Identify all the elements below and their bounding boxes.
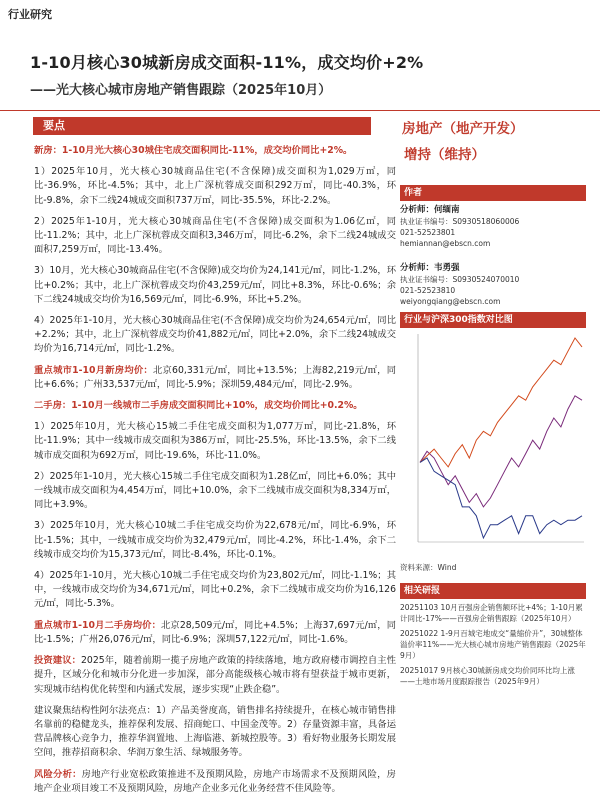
paragraph-text: 房地产行业宽松政策推进不及预期风险，房地产市场需求不及预期风险，房地产企业项目竣工不及预期风险，房地产企业多元化业务经营不佳风险等。 (34, 768, 396, 794)
chart-title: 行业与沪深300指数对比图 (400, 312, 586, 328)
paragraph: 1）2025年10月，光大核心30城商品住宅(不含保障)成交面积为1,029万㎡，同比-36.9%，环比-4.5%；其中，北上广深杭蓉成交面积292万㎡，同比-40.3%，环比-9.8%，余下二线24城成交面积737万㎡，同比-35.5%，环比-2.2%。 (34, 166, 396, 206)
paragraph-label: 投资建议： (34, 655, 81, 667)
paragraph: 4）2025年1-10月，光大核心30城商品住宅(不含保障)成交均价为24,654元/㎡，同比+2.2%；其中，北上广深杭蓉成交均价41,882元/㎡，同比+2.0%，余下二线24城成交均价为16,714元/㎡，同比-1.2%。 (34, 315, 396, 355)
related-report-link[interactable]: 20251103 10月百强房企销售额环比+4%；1-10月累计同比-17%——百强房企销售跟踪（2025年10月） (400, 603, 583, 623)
main-column (34, 144, 396, 803)
report-subtitle: ——光大核心城市房地产销售跟踪（2025年10月） (30, 83, 332, 98)
analyst-cert: 执业证书编号：S0930524070010 (400, 275, 520, 284)
paragraph: 2）2025年1-10月，光大核心30城商品住宅(不含保障)成交面积为1.06亿㎡，同比-11.2%；其中，北上广深杭蓉成交面积3,346万㎡，同比-6.2%，余下二线24城成交面积7,259万㎡，同比-13.4%。 (34, 215, 396, 256)
analyst-email[interactable]: weiyongqiang@ebscn.com (400, 297, 501, 306)
paragraph: 3）10月，光大核心30城商品住宅(不含保障)成交均价为24,141元/㎡，同比-1.2%，环比+0.2%；其中，北上广深杭蓉成交均价43,259元/㎡，同比+8.3%，环比-0.6%；余下二线24城成交均价为16,569元/㎡，同比-6.9%，环比+5.2%。 (34, 265, 396, 305)
related-research-list (400, 602, 586, 687)
series-line-房地产 (420, 396, 582, 507)
paragraph-text: 北京28,509元/㎡，同比+4.5%；上海37,697元/㎡，同比-1.5%；广州26,076元/㎡，同比-6.9%；深圳57,122元/㎡，同比-1.6%。 (34, 619, 397, 645)
paragraph: 建议聚焦结构性阿尔法亮点：1）产品美誉度高，销售排名持续提升，在核心城市销售排名靠前的稳健龙头，推荐保利发展、招商蛇口、中国金茂等。2）存量资源丰富，具备运营品牌核心竞争力，推荐华润置地、上海临港、新城控股等。3）看好物业服务长期发展空间，推荐招商积余、华润万象生活、绿城服务等。 (34, 704, 396, 759)
rating: 增持（维持） (404, 147, 485, 163)
header-divider (0, 110, 600, 111)
analyst-phone: 021-52523801 (400, 228, 456, 237)
paragraph-text: 2025年，随着前期一揽子房地产政策的持续落地，地方政府楼市调控自主性提升，区域分化和城市分化进一步加深，部分高能级核心城市将有望获益于城市更新，实现城市结构优化转型和内涵式发展，逐步实现“止跌企稳”。 (34, 655, 396, 695)
paragraph: 1）2025年10月，光大核心15城二手住宅成交面积为1,077万㎡，同比-21.8%，环比-11.9%；其中一线城市成交面积为386万㎡，同比-25.5%，环比-13.5%，余下二线城市成交面积为692万㎡，同比-19.6%，环比-11.0%。 (34, 421, 396, 461)
series-line-沪深300 (420, 338, 582, 467)
related-research-header: 相关研报 (400, 583, 586, 599)
paragraph: 3）2025年10月，光大核心10城二手住宅成交均价为22,678元/㎡，同比-6.9%，环比-1.5%；其中，一线城市成交均价为32,479元/㎡，同比-4.2%，环比-1.4%，余下二线城市成交均价为15,373元/㎡，同比-8.4%，环比-0.1%。 (34, 520, 396, 560)
series-line-超额 (420, 458, 582, 538)
analyst-label: 分析师： (400, 205, 435, 215)
report-title: 1-10月核心30城新房成交面积-11%，成交均价+2% (30, 53, 424, 72)
analyst-block (400, 204, 586, 249)
paragraph: 2）2025年1-10月，光大核心15城二手住宅成交面积为1.28亿㎡，同比+6.0%；其中一线城市成交面积为4,454万㎡，同比+10.0%，余下二线城市成交面积为8,334万㎡，同比+3.9%。 (34, 470, 396, 511)
report-type-tag: 行业研究 (8, 8, 52, 21)
analyst-name: 韦勇强 (434, 263, 460, 273)
paragraph-text: 北京60,331元/㎡，同比+13.5%；上海82,219元/㎡，同比+6.6%；广州33,537元/㎡，同比-5.9%；深圳59,484元/㎡，同比-2.9%。 (34, 364, 396, 390)
line-chart (400, 328, 586, 556)
analyst-cert: 执业证书编号：S0930518060006 (400, 217, 520, 226)
paragraph (34, 619, 396, 647)
analyst-name: 何缅南 (434, 205, 460, 215)
related-report-link[interactable]: 20251022 1-9月百城宅地成交“量缩价升”，30城整体溢价率11%——光大核心城市房地产销售跟踪（2025年9月） (400, 629, 586, 660)
analyst-email[interactable]: hemiannan@ebscn.com (400, 239, 491, 248)
section-heading-new-homes: 新房：1-10月光大核心30城住宅成交面积同比-11%，成交均价同比+2%。 (34, 145, 353, 156)
authors-header: 作者 (400, 185, 586, 201)
paragraph-label: 重点城市1-10月新房均价： (34, 364, 153, 376)
section-heading-second-hand: 二手房：1-10月一线城市二手房成交面积同比+10%，成交均价同比+0.2%。 (34, 400, 363, 412)
analyst-label: 分析师： (400, 263, 435, 273)
chart-panel (400, 312, 586, 687)
paragraph (34, 654, 396, 697)
paragraph (34, 364, 396, 392)
paragraph (34, 768, 396, 796)
key-points-header: 要点 (33, 117, 371, 135)
sector-name: 房地产（地产开发） (402, 121, 524, 137)
analyst-block (400, 262, 586, 307)
sidebar (400, 117, 586, 307)
paragraph-label: 风险分析： (34, 768, 82, 780)
chart-source: 资料来源：Wind (400, 563, 457, 572)
related-report-link[interactable]: 20251017 9月核心30城新房成交均价同环比均上涨——土地市场月度跟踪报告（2025年9月） (400, 666, 575, 686)
paragraph-label: 重点城市1-10月二手房均价： (34, 619, 162, 631)
analyst-phone: 021-52523810 (400, 286, 456, 295)
paragraph: 4）2025年1-10月，光大核心10城二手住宅成交均价为23,802元/㎡，同比-1.1%；其中，一线城市成交均价为34,671元/㎡，同比+0.2%，余下二线城市成交均价为16,126元/㎡，同比-5.3%。 (34, 570, 396, 610)
